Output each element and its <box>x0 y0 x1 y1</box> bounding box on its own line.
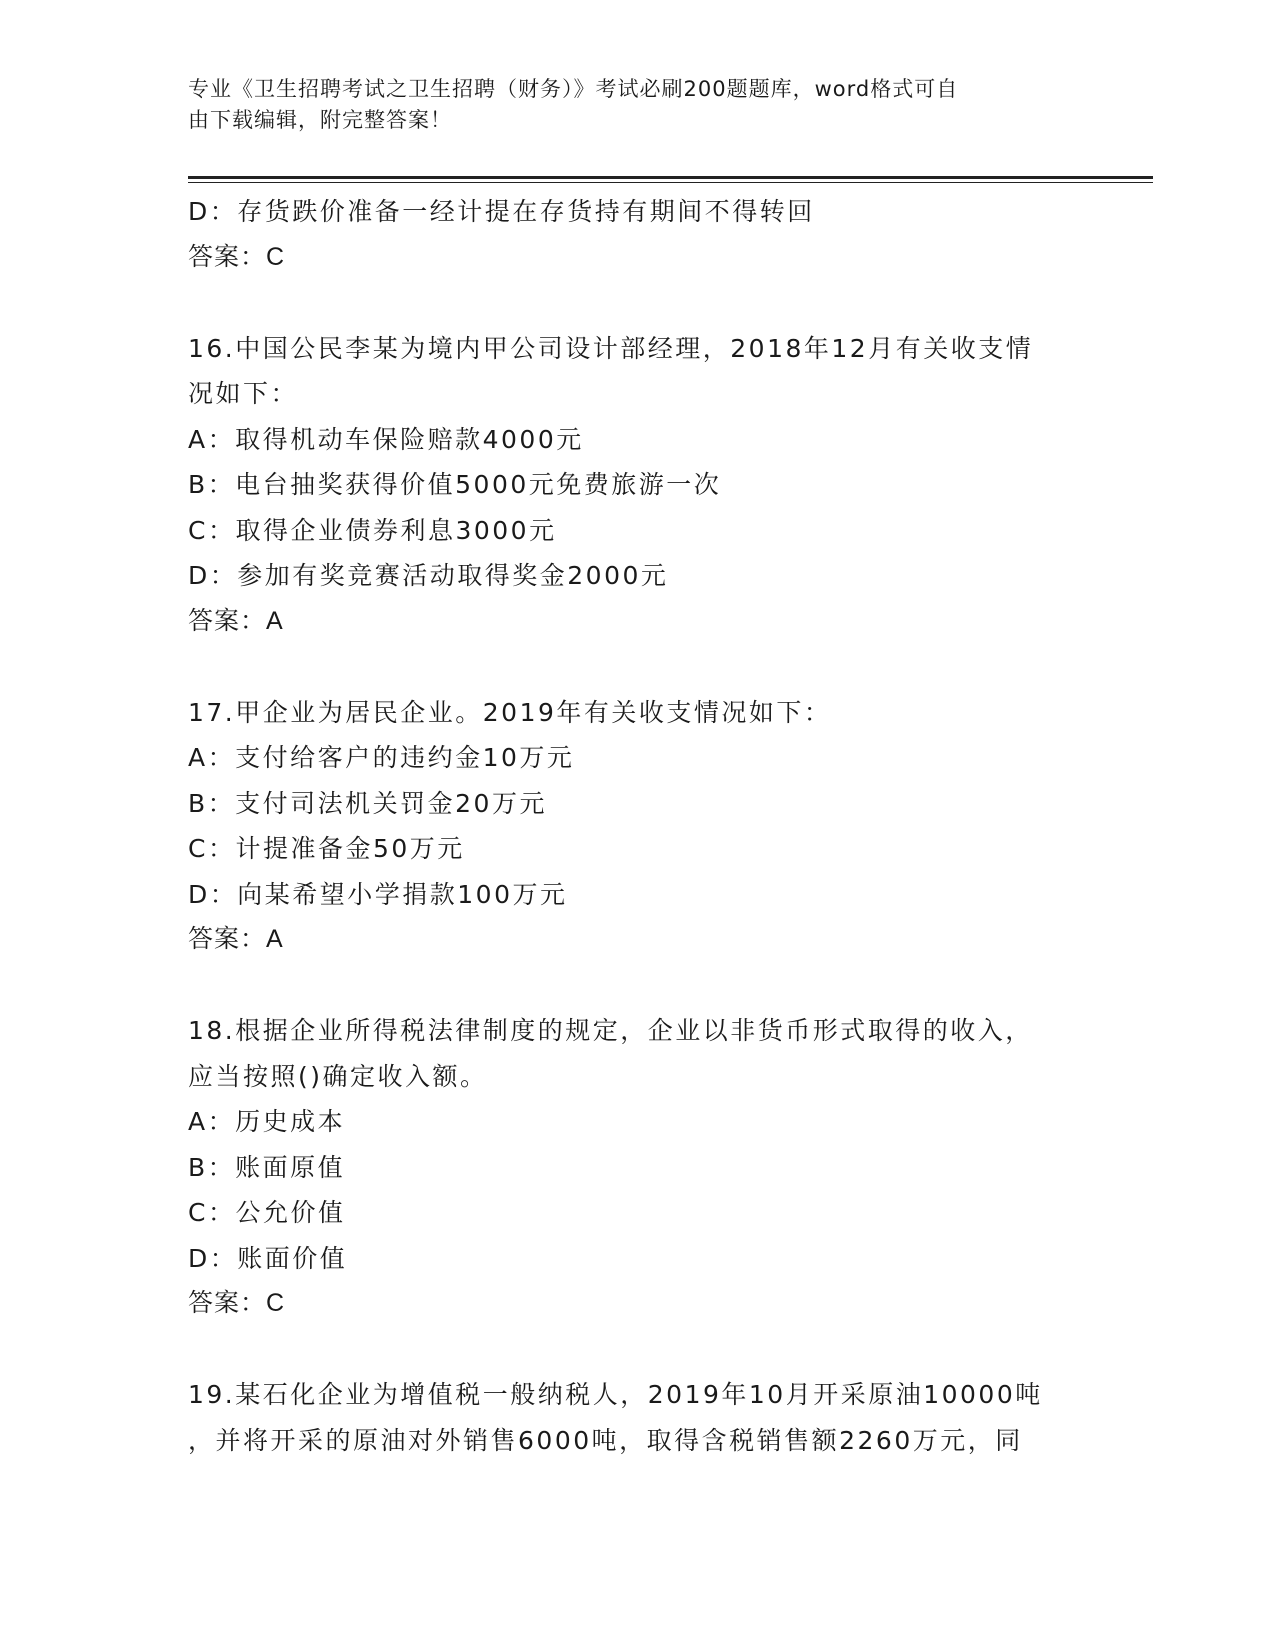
option-d: D：向某希望小学捐款100万元 <box>188 879 568 909</box>
option-c: C：计提准备金50万元 <box>188 834 465 863</box>
option-a: A：取得机动车保险赔款4000元 <box>188 424 584 454</box>
continued-question <box>188 189 1088 280</box>
question-stem: 18.根据企业所得税法律制度的规定，企业以非货币形式取得的收入， <box>188 1016 1033 1045</box>
question-stem: 16.中国公民李某为境内甲公司设计部经理，2018年12月有关收支情 <box>188 333 1034 363</box>
option-d: D：参加有奖竞赛活动取得奖金2000元 <box>188 561 669 590</box>
option-b: B：电台抽奖获得价值5000元免费旅游一次 <box>188 470 722 499</box>
question-18 <box>188 1008 1088 1327</box>
header-divider-thin <box>188 182 1153 183</box>
question-stem-continued: ，并将开采的原油对外销售6000吨，取得含税销售额2260万元，同 <box>188 1425 1023 1455</box>
question-stem-continued: 应当按照()确定收入额。 <box>188 1061 488 1091</box>
question-16 <box>188 326 1088 645</box>
question-stem-continued: 况如下： <box>188 379 299 408</box>
question-17 <box>188 690 1088 963</box>
answer: 答案：A <box>188 606 284 635</box>
option-c: C：公允价值 <box>188 1198 346 1227</box>
question-stem: 19.某石化企业为增值税一般纳税人，2019年10月开采原油10000吨 <box>188 1380 1043 1409</box>
answer: 答案：A <box>188 925 284 953</box>
option-b: B：账面原值 <box>188 1152 346 1182</box>
option-d: D：账面价值 <box>188 1243 348 1273</box>
option-b: B：支付司法机关罚金20万元 <box>188 788 547 818</box>
question-list <box>188 189 1088 1463</box>
option-a: A：支付给客户的违约金10万元 <box>188 743 575 772</box>
spacer <box>188 1327 1088 1373</box>
answer: 答案：C <box>188 242 286 271</box>
question-19 <box>188 1372 1088 1463</box>
header-divider-thick <box>188 176 1153 179</box>
document-header <box>188 74 1068 136</box>
header-line-2: 由下载编辑，附完整答案！ <box>188 108 452 132</box>
header-line-1: 专业《卫生招聘考试之卫生招聘（财务）》考试必刷200题题库，word格式可自 <box>188 77 959 101</box>
option-c: C：取得企业债券利息3000元 <box>188 515 557 545</box>
spacer <box>188 280 1088 326</box>
spacer <box>188 963 1088 1009</box>
spacer <box>188 644 1088 690</box>
answer: 答案：C <box>188 1289 286 1317</box>
option-a: A：历史成本 <box>188 1107 346 1136</box>
option-d: D：存货跌价准备一经计提在存货持有期间不得转回 <box>188 197 815 226</box>
question-stem: 17.甲企业为居民企业。2019年有关收支情况如下： <box>188 697 832 727</box>
